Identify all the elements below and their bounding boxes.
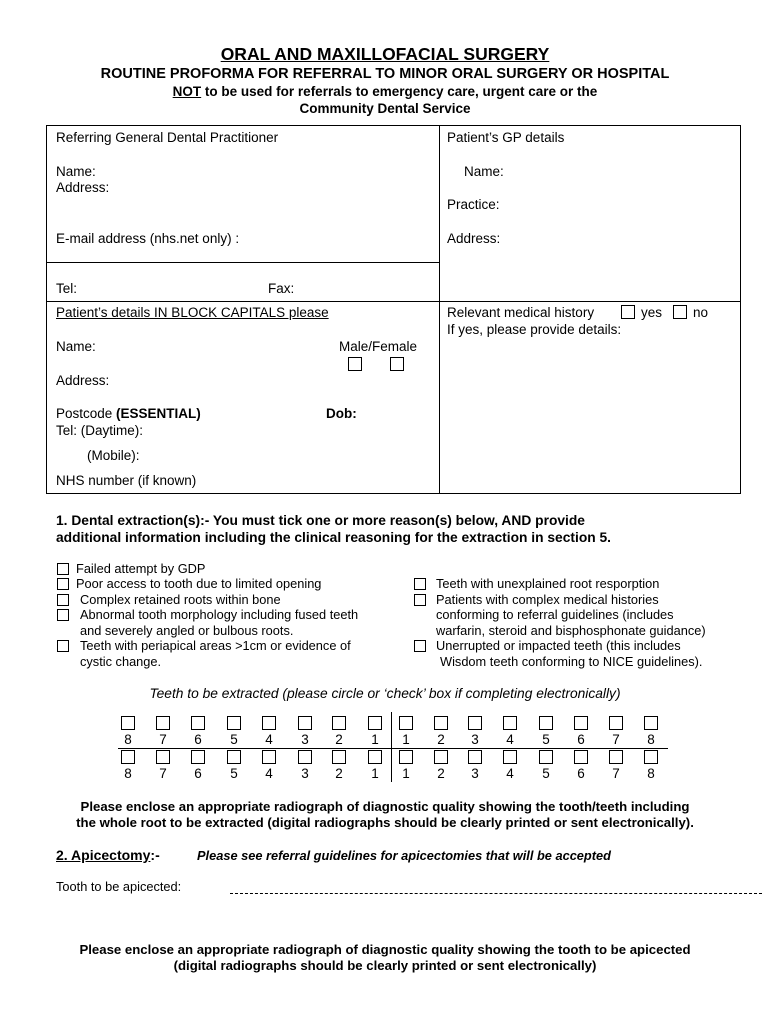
page-subtitle: ROUTINE PROFORMA FOR REFERRAL TO MINOR ORAL SURGERY OR HOSPITAL [100,66,670,82]
radiograph-note-line2: the whole root to be extracted (digital radiographs should be clearly printed or sent electronically). [76,815,694,830]
postcode-text: Postcode [56,406,117,421]
tooth-apicected-field[interactable] [230,893,762,894]
reason-failed-attempt: Failed attempt by GDP [76,561,206,576]
tooth-checkbox-lower-right-2[interactable] [332,750,346,764]
tooth-checkbox-upper-left-5[interactable] [539,716,553,730]
tooth-number-lower-right-7: 7 [159,766,167,781]
reason-unerupted-cont: Wisdom teeth conforming to NICE guidelines). [440,654,703,669]
tooth-checkbox-lower-right-8[interactable] [121,750,135,764]
tooth-number-upper-left-4: 4 [506,732,514,747]
tooth-number-lower-right-2: 2 [335,766,343,781]
reason-periapical-cont: cystic change. [80,654,162,669]
gp-practice-label: Practice: [447,197,500,212]
patient-nhs-label: NHS number (if known) [56,473,197,488]
patient-address-label: Address: [56,373,110,388]
tooth-checkbox-lower-left-4[interactable] [503,750,517,764]
tooth-number-lower-left-6: 6 [577,766,585,781]
reason-unerupted-checkbox[interactable] [414,640,426,652]
reason-unerupted: Unerrupted or impacted teeth (this includes [436,638,681,653]
tooth-number-upper-right-8: 8 [124,732,132,747]
tooth-checkbox-lower-left-7[interactable] [609,750,623,764]
tooth-number-lower-left-8: 8 [647,766,655,781]
tooth-checkbox-lower-left-8[interactable] [644,750,658,764]
tooth-number-lower-right-4: 4 [265,766,273,781]
reason-poor-access: Poor access to tooth due to limited opening [76,576,322,591]
tooth-checkbox-upper-left-7[interactable] [609,716,623,730]
tooth-checkbox-upper-left-8[interactable] [644,716,658,730]
gp-name-label: Name: [464,164,504,179]
tooth-checkbox-lower-left-1[interactable] [399,750,413,764]
medical-history-label: Relevant medical history [447,305,595,320]
reason-medical-histories-cont1: conforming to referral guidelines (includes [436,607,674,622]
tooth-number-upper-left-7: 7 [612,732,620,747]
tooth-checkbox-upper-left-2[interactable] [434,716,448,730]
not-rest: to be used for referrals to emergency care, urgent care or the [201,84,598,99]
tooth-checkbox-lower-right-1[interactable] [368,750,382,764]
patient-dob-label: Dob: [326,406,357,421]
tooth-number-lower-left-7: 7 [612,766,620,781]
not-for-emergency-note [0,84,770,99]
reason-medical-histories-checkbox[interactable] [414,594,426,606]
section1-heading-line1: 1. Dental extraction(s):- You must tick one or more reason(s) below, AND provide [56,513,585,528]
reason-periapical-checkbox[interactable] [57,640,69,652]
tooth-number-lower-right-8: 8 [124,766,132,781]
tooth-number-lower-right-6: 6 [194,766,202,781]
teeth-caption: Teeth to be extracted (please circle or ‘check’ box if completing electronically) [149,686,621,701]
tooth-checkbox-lower-right-5[interactable] [227,750,241,764]
tooth-checkbox-lower-left-6[interactable] [574,750,588,764]
gdp-heading: Referring General Dental Practitioner [56,130,279,145]
tooth-number-lower-left-5: 5 [542,766,550,781]
apicectomy-suffix: :- [150,847,160,863]
postcode-essential: (ESSENTIAL) [116,406,201,421]
tooth-checkbox-upper-left-3[interactable] [468,716,482,730]
tooth-checkbox-upper-right-5[interactable] [227,716,241,730]
occlusal-divider [118,748,668,749]
reason-root-resorption: Teeth with unexplained root resporption [436,576,660,591]
apicectomy-guidelines-note: Please see referral guidelines for apicectomies that will be accepted [197,848,611,863]
tooth-checkbox-lower-left-5[interactable] [539,750,553,764]
community-service-line: Community Dental Service [299,101,471,116]
gp-heading: Patient’s GP details [447,130,565,145]
reason-medical-histories-cont2: warfarin, steroid and bisphosphonate guidance) [436,623,706,638]
gdp-email-label: E-mail address (nhs.net only) : [56,231,240,246]
tooth-number-upper-right-5: 5 [230,732,238,747]
tooth-checkbox-lower-right-4[interactable] [262,750,276,764]
reason-medical-histories: Patients with complex medical histories [436,592,659,607]
tooth-number-lower-right-3: 3 [301,766,309,781]
reason-failed-attempt-checkbox[interactable] [57,563,69,575]
patient-tel-mobile-label: (Mobile): [87,448,140,463]
patient-sex-label: Male/Female [339,339,418,354]
tooth-number-upper-right-2: 2 [335,732,343,747]
tooth-checkbox-upper-left-1[interactable] [399,716,413,730]
tooth-number-upper-left-1: 1 [402,732,410,747]
tooth-number-lower-right-1: 1 [371,766,379,781]
reason-abnormal-morphology: Abnormal tooth morphology including fused teeth [80,607,359,622]
apicectomy-radiograph-note-line2: (digital radiographs should be clearly printed or sent electronically) [173,958,597,973]
tooth-number-lower-left-4: 4 [506,766,514,781]
radiograph-note-line1: Please enclose an appropriate radiograph of diagnostic quality showing the tooth/teeth including [80,799,690,814]
reason-periapical: Teeth with periapical areas >1cm or evidence of [80,638,351,653]
medical-yes-checkbox[interactable] [621,305,635,319]
tooth-checkbox-upper-left-4[interactable] [503,716,517,730]
tooth-number-upper-right-7: 7 [159,732,167,747]
tooth-checkbox-upper-right-2[interactable] [332,716,346,730]
male-checkbox[interactable] [348,357,362,371]
gdp-name-label: Name: [56,164,96,179]
tooth-apicected-label: Tooth to be apicected: [56,879,182,894]
tooth-checkbox-upper-right-1[interactable] [368,716,382,730]
apicectomy-title: 2. Apicectomy [56,847,151,863]
tooth-checkbox-lower-right-6[interactable] [191,750,205,764]
medical-yes-label: yes [641,305,663,320]
page-title: ORAL AND MAXILLOFACIAL SURGERY [220,44,550,64]
tooth-checkbox-upper-right-6[interactable] [191,716,205,730]
reason-retained-roots-checkbox[interactable] [57,594,69,606]
patient-tel-day-label: Tel: (Daytime): [56,423,144,438]
midline-divider [391,712,392,782]
tooth-checkbox-upper-left-6[interactable] [574,716,588,730]
patient-postcode-label [56,406,201,421]
not-word: NOT [172,84,202,99]
tooth-number-upper-left-6: 6 [577,732,585,747]
reason-poor-access-checkbox[interactable] [57,578,69,590]
tooth-checkbox-upper-right-7[interactable] [156,716,170,730]
tooth-number-upper-left-2: 2 [437,732,445,747]
tooth-number-lower-left-3: 3 [471,766,479,781]
tooth-number-upper-left-8: 8 [647,732,655,747]
reason-root-resorption-checkbox[interactable] [414,578,426,590]
tooth-checkbox-lower-left-3[interactable] [468,750,482,764]
medical-no-checkbox[interactable] [673,305,687,319]
tooth-number-lower-left-2: 2 [437,766,445,781]
tooth-number-upper-right-3: 3 [301,732,309,747]
tooth-checkbox-lower-left-2[interactable] [434,750,448,764]
medical-no-label: no [693,305,709,320]
tooth-checkbox-upper-right-3[interactable] [298,716,312,730]
tooth-number-upper-left-3: 3 [471,732,479,747]
apicectomy-radiograph-note-line1: Please enclose an appropriate radiograph of diagnostic quality showing the tooth to be apicected [79,942,691,957]
tooth-checkbox-lower-right-3[interactable] [298,750,312,764]
tooth-number-lower-left-1: 1 [402,766,410,781]
section2-heading [56,847,160,863]
tooth-checkbox-upper-right-8[interactable] [121,716,135,730]
female-checkbox[interactable] [390,357,404,371]
reason-retained-roots: Complex retained roots within bone [80,592,281,607]
gdp-fax-label: Fax: [268,281,295,296]
reason-abnormal-morphology-checkbox[interactable] [57,609,69,621]
tooth-number-upper-left-5: 5 [542,732,550,747]
tooth-number-upper-right-4: 4 [265,732,273,747]
tooth-number-lower-right-5: 5 [230,766,238,781]
gp-address-label: Address: [447,231,501,246]
gdp-address-label: Address: [56,180,110,195]
tooth-number-upper-right-1: 1 [371,732,379,747]
patient-name-label: Name: [56,339,96,354]
reason-abnormal-morphology-cont: and severely angled or bulbous roots. [80,623,294,638]
tooth-checkbox-upper-right-4[interactable] [262,716,276,730]
patient-heading: Patient’s details IN BLOCK CAPITALS please [56,305,329,320]
section1-heading-line2: additional information including the clinical reasoning for the extraction in section 5. [56,530,612,545]
tooth-checkbox-lower-right-7[interactable] [156,750,170,764]
medical-details-label: If yes, please provide details: [447,322,622,337]
tooth-number-upper-right-6: 6 [194,732,202,747]
gdp-tel-label: Tel: [56,281,78,296]
